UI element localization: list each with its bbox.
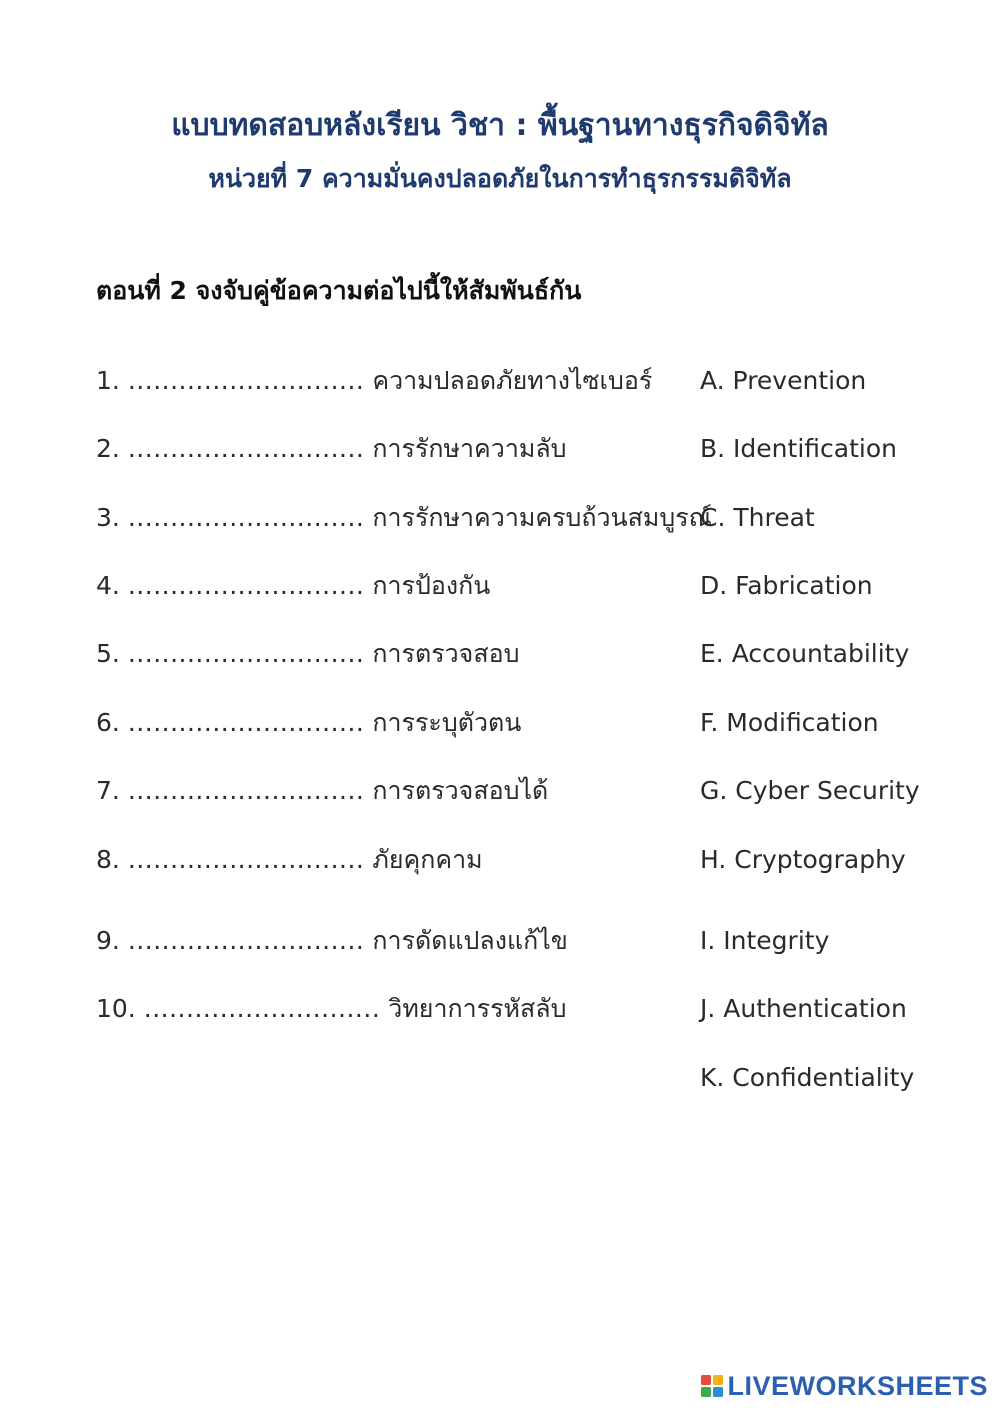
question-number: 9. <box>96 926 120 955</box>
option-d: D. Fabrication <box>700 571 873 600</box>
question-number: 8. <box>96 845 120 874</box>
answer-blank[interactable]: ............................ <box>127 571 365 600</box>
answer-blank[interactable]: ............................ <box>127 926 365 955</box>
option-c: C. Threat <box>700 503 815 532</box>
answer-blank[interactable]: ............................ <box>127 708 365 737</box>
question-term: การรักษาความครบถ้วนสมบูรณ์ <box>372 503 712 532</box>
worksheet-subtitle: หน่วยที่ 7 ความมั่นคงปลอดภัยในการทำธุรกรรมดิจิทัล <box>208 164 792 193</box>
section-heading: ตอนที่ 2 จงจับคู่ข้อความต่อไปนี้ให้สัมพันธ์กัน <box>96 276 582 305</box>
answer-blank[interactable]: ............................ <box>127 845 365 874</box>
option-h: H. Cryptography <box>700 845 906 874</box>
question-term: การดัดแปลงแก้ไข <box>372 926 568 955</box>
question-number: 4. <box>96 571 120 600</box>
question-term: วิทยาการรหัสลับ <box>388 994 567 1023</box>
option-b: B. Identification <box>700 434 897 463</box>
answer-blank[interactable]: ............................ <box>127 639 365 668</box>
option-j: J. Authentication <box>700 994 907 1023</box>
question-term: การป้องกัน <box>372 571 491 600</box>
liveworksheets-brand[interactable] <box>701 1368 988 1404</box>
question-term: ภัยคุกคาม <box>372 845 483 874</box>
answer-blank[interactable]: ............................ <box>127 434 365 463</box>
question-number: 6. <box>96 708 120 737</box>
answer-blank[interactable]: ............................ <box>143 994 381 1023</box>
question-number: 10. <box>96 994 136 1023</box>
option-e: E. Accountability <box>700 639 910 668</box>
question-term: การรักษาความลับ <box>372 434 567 463</box>
question-row <box>96 921 976 961</box>
question-term: การระบุตัวตน <box>372 708 522 737</box>
question-number: 3. <box>96 503 120 532</box>
answer-blank[interactable]: ............................ <box>127 503 365 532</box>
question-number: 5. <box>96 639 120 668</box>
option-g: G. Cyber Security <box>700 776 920 805</box>
worksheet-title: แบบทดสอบหลังเรียน วิชา : พื้นฐานทางธุรกิจดิจิทัล <box>171 108 829 143</box>
option-i: I. Integrity <box>700 926 830 955</box>
question-number: 1. <box>96 366 120 395</box>
option-f: F. Modification <box>700 708 879 737</box>
option-a: A. Prevention <box>700 366 867 395</box>
option-k: K. Confidentiality <box>700 1063 915 1092</box>
answer-blank[interactable]: ............................ <box>127 776 365 805</box>
question-term: การตรวจสอบได้ <box>372 776 549 805</box>
question-row <box>96 498 976 538</box>
question-number: 7. <box>96 776 120 805</box>
question-term: ความปลอดภัยทางไซเบอร์ <box>372 366 653 395</box>
liveworksheets-logo-icon <box>701 1375 723 1397</box>
question-number: 2. <box>96 434 120 463</box>
brand-text: LIVEWORKSHEETS <box>727 1370 988 1401</box>
answer-blank[interactable]: ............................ <box>127 366 365 395</box>
question-term: การตรวจสอบ <box>372 639 520 668</box>
